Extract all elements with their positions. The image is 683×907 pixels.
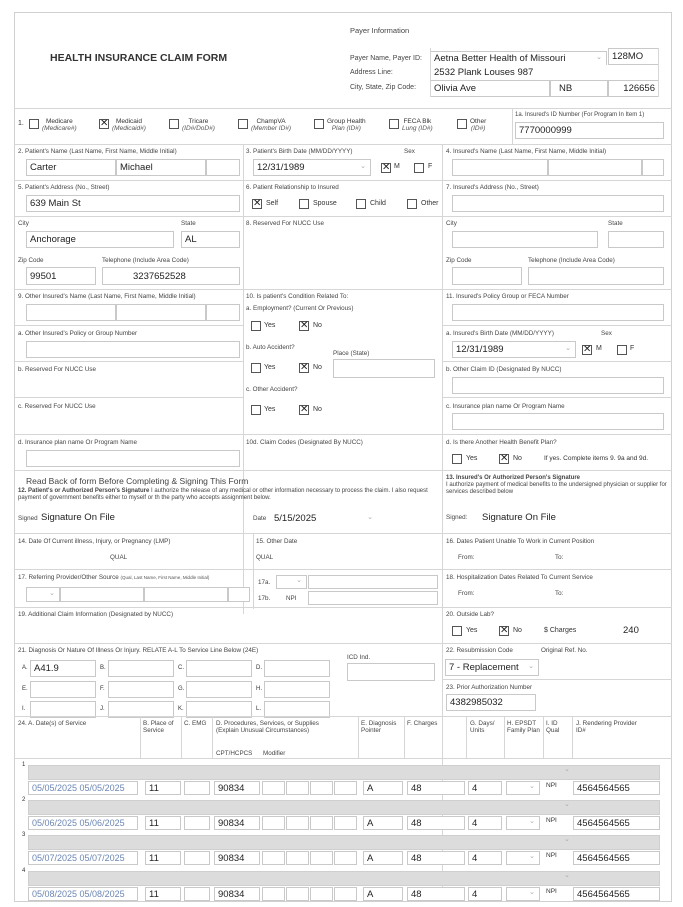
hospitalization-to: To: xyxy=(555,590,564,597)
line-modifier[interactable] xyxy=(262,781,285,795)
insured-id-field[interactable]: 7770000999 xyxy=(515,122,664,139)
payer-address-label: Address Line: xyxy=(350,69,393,76)
col-dates-header: 24. A. Date(s) of Service xyxy=(18,720,87,727)
reserved-nucc-8-label: 8. Reserved For NUCC Use xyxy=(246,220,325,227)
claim-codes-label: 10d. Claim Codes (Designated By NUCC) xyxy=(246,439,363,446)
insurance-plan-9d-label: d. Insurance plan name Or Program Name xyxy=(18,439,137,446)
signature-13-label: 13. Insured's Or Authorized Person's Signature xyxy=(446,475,580,481)
insured-address-label: 7. Insured's Address (No., Street) xyxy=(446,184,539,191)
coverage-checkbox-group-health[interactable] xyxy=(314,119,324,129)
insured-last-name[interactable] xyxy=(452,159,548,176)
line-epsdt[interactable] xyxy=(506,781,540,795)
col-pos-header: B. Place of Service xyxy=(143,720,174,735)
diagnosis-field[interactable] xyxy=(186,660,252,677)
insured-dob-field[interactable] xyxy=(452,341,576,358)
line-pointer[interactable]: A xyxy=(363,816,403,830)
charges-label: $ Charges xyxy=(544,627,577,634)
signature-date-field[interactable] xyxy=(270,510,378,527)
box1-number: 1. xyxy=(18,120,24,127)
box-17a-qual[interactable] xyxy=(276,575,307,589)
line-modifier[interactable] xyxy=(310,851,333,865)
line-pos[interactable]: 11 xyxy=(145,816,181,830)
insured-name-label: 4. Insured's Name (Last Name, First Name, Middle Initial) xyxy=(446,148,607,155)
diagnosis-field[interactable] xyxy=(108,660,174,677)
patient-first-name[interactable]: Michael xyxy=(116,159,206,176)
signature-12-text: I authorize the release of any medical or other information necessary to process the claim. I also request payment of government benefits either to myself or th the party who accepts assignment below. xyxy=(18,488,428,501)
payer-address-field[interactable]: 2532 Plank Louses 987 xyxy=(430,65,659,80)
line-cpt[interactable]: 90834 xyxy=(214,816,260,830)
payer-id-field[interactable]: 128MO xyxy=(608,48,659,65)
referring-qual-select[interactable] xyxy=(26,587,60,602)
coverage-label-sub: (ID#/DoD#) xyxy=(182,125,215,133)
another-plan-no-checkbox[interactable]: ✕ xyxy=(500,453,509,464)
employment-no-label: No xyxy=(313,322,322,329)
line-epsdt[interactable] xyxy=(506,887,540,901)
chevron-down-icon: ⌄ xyxy=(564,836,570,843)
patient-zip-label: Zip Code xyxy=(18,257,44,264)
line-modifier[interactable] xyxy=(262,816,285,830)
line-modifier[interactable] xyxy=(286,781,309,795)
line-pos[interactable]: 11 xyxy=(145,851,181,865)
coverage-label-text: Medicare xyxy=(45,118,73,125)
diagnosis-label: 21. Diagnosis Or Nature Of Illness Or Injury. RELATE A-L To Service Line Below (24E) xyxy=(18,647,259,654)
coverage-checkbox-champva[interactable] xyxy=(238,119,248,129)
sex-m-label: M xyxy=(394,163,400,170)
signature-12-value[interactable]: Signature On File xyxy=(41,512,115,523)
referring-provider-label: 17. Referring Provider/Other Source xyxy=(18,574,119,581)
line-units[interactable]: 4 xyxy=(468,851,502,865)
insured-first-name[interactable] xyxy=(548,159,642,176)
coverage-label-sub: (Medicare#) xyxy=(42,125,77,133)
line-modifier[interactable] xyxy=(310,887,333,901)
relationship-spouse-label: Spouse xyxy=(313,200,337,207)
payer-state-field[interactable]: NB xyxy=(550,80,608,97)
diagnosis-field[interactable]: A41.9 xyxy=(30,660,96,677)
outside-lab-yes-checkbox[interactable] xyxy=(452,626,462,636)
diagnosis-letter: L. xyxy=(256,706,262,712)
patient-tel-field[interactable]: 3237652528 xyxy=(102,267,240,285)
insured-sex-label: Sex xyxy=(601,330,612,337)
line-id-qual: NPI xyxy=(546,782,557,789)
payer-name-select[interactable] xyxy=(430,51,607,66)
patient-address-label: 5. Patient's Address (No., Street) xyxy=(18,184,110,191)
col-modifier-header: Modifier xyxy=(263,750,286,757)
chevron-down-icon: ⌄ xyxy=(529,818,535,825)
auto-no-label: No xyxy=(313,364,322,371)
coverage-label-text: Medicaid xyxy=(115,118,142,125)
icd-ind-field[interactable] xyxy=(347,663,435,681)
insured-sex-m-checkbox[interactable]: ✕ xyxy=(583,344,592,355)
patient-dob-value: 12/31/1989 xyxy=(257,162,305,173)
resubmission-select[interactable] xyxy=(445,659,539,676)
additional-claim-label: 19. Additional Claim Information (Designated by NUCC) xyxy=(18,611,174,618)
patient-city-label: City xyxy=(18,220,29,227)
signature-13-value[interactable]: Signature On File xyxy=(482,512,556,523)
diagnosis-letter: D. xyxy=(256,665,262,671)
diagnosis-letter: E. xyxy=(22,686,28,692)
other-claim-id-field[interactable] xyxy=(452,377,664,394)
outside-lab-yes-label: Yes xyxy=(466,627,478,634)
auto-accident-label: b. Auto Accident? xyxy=(246,344,295,351)
col-charges-header: F. Charges xyxy=(407,720,438,727)
line-number: 3 xyxy=(22,832,26,838)
auto-yes-checkbox[interactable] xyxy=(251,363,261,373)
coverage-label xyxy=(327,118,366,132)
other-date-label: 15. Other Date xyxy=(256,538,298,545)
diagnosis-letter: G. xyxy=(178,686,185,692)
line-id-qual: NPI xyxy=(546,888,557,895)
chevron-down-icon: ⌄ xyxy=(564,872,570,879)
patient-state-label: State xyxy=(181,220,196,227)
box-17a-field[interactable] xyxy=(308,575,438,589)
another-plan-yes-label: Yes xyxy=(466,455,478,462)
coverage-label-text: FECA Blk xyxy=(403,118,432,125)
condition-related-label: 10. Is patient's Condition Related To: xyxy=(246,293,349,300)
coverage-label-sub: Plan (ID#) xyxy=(331,125,361,133)
line-number: 2 xyxy=(22,797,26,803)
birth-date-label: 3. Patient's Birth Date (MM/DD/YYYY) xyxy=(246,148,353,155)
line-units[interactable]: 4 xyxy=(468,781,502,795)
col-cpt-header: CPT/HCPCS xyxy=(216,750,253,757)
line-cpt[interactable]: 90834 xyxy=(214,851,260,865)
date-label: Date xyxy=(253,515,267,522)
resubmission-value: 7 - Replacement xyxy=(449,662,519,673)
line-pointer[interactable]: A xyxy=(363,851,403,865)
place-state-field[interactable] xyxy=(333,359,435,378)
coverage-checkbox-tricare[interactable] xyxy=(169,119,179,129)
other-accident-label: c. Other Accident? xyxy=(246,386,298,393)
insured-zip-label: Zip Code xyxy=(446,257,472,264)
chevron-down-icon: ⌄ xyxy=(529,853,535,860)
signed-label: Signed xyxy=(18,515,38,522)
patient-middle-initial[interactable] xyxy=(206,159,240,176)
form-title: HEALTH INSURANCE CLAIM FORM xyxy=(50,52,228,64)
line-charges[interactable]: 48 xyxy=(407,887,465,901)
coverage-label xyxy=(470,118,486,132)
other-insured-name-label: 9. Other Insured's Name (Last Name, First Name, Middle Initial) xyxy=(18,293,196,300)
box-17b-npi-label: NPI xyxy=(286,595,297,602)
box-17a-label: 17a. xyxy=(258,579,271,586)
line-pos[interactable]: 11 xyxy=(145,887,181,901)
diagnosis-letter: C. xyxy=(178,665,184,671)
diagnosis-letter: A. xyxy=(22,665,28,671)
insured-sex-m-label: M xyxy=(596,345,602,352)
policy-group-field[interactable] xyxy=(452,304,664,321)
line-modifier[interactable] xyxy=(310,816,333,830)
chevron-down-icon: ⌄ xyxy=(564,801,570,808)
payer-name-value: Aetna Better Health of Missouri xyxy=(434,53,566,64)
line-emg[interactable] xyxy=(184,781,210,795)
line-number: 4 xyxy=(22,868,26,874)
col-rendering-header: J. Rendering Provider ID# xyxy=(576,720,637,735)
coverage-label xyxy=(402,118,433,132)
qual-14-label: QUAL xyxy=(110,554,128,561)
diagnosis-field[interactable] xyxy=(186,681,252,698)
patient-street-field[interactable]: 639 Main St xyxy=(26,195,240,212)
insured-sex-f-checkbox[interactable] xyxy=(617,345,627,355)
col-units-header: G. Days/ Units xyxy=(470,720,495,735)
referring-provider-sub: (Qual, Last Name, First Name, Middle Initial) xyxy=(120,575,210,580)
signed-13-label: Signed: xyxy=(446,514,468,521)
relationship-other-checkbox[interactable] xyxy=(407,199,417,209)
employment-label: a. Employment? (Current Or Previous) xyxy=(246,305,354,312)
prior-auth-label: 23. Prior Authorization Number xyxy=(446,684,533,691)
coverage-label-text: Group Health xyxy=(327,118,366,125)
hospitalization-label: 18. Hospitalization Dates Related To Current Service xyxy=(446,574,593,581)
signature-12-label: 12. Patient's or Authorized Person's Signature xyxy=(18,488,150,494)
insured-middle-initial[interactable] xyxy=(642,159,664,176)
coverage-label-text: ChampVA xyxy=(256,118,286,125)
line-rendering-npi[interactable]: 4564564565 xyxy=(573,816,660,830)
line-emg[interactable] xyxy=(184,887,210,901)
col-pointer-header: E. Diagnosis Pointer xyxy=(361,720,397,735)
coverage-label xyxy=(182,118,215,132)
line-emg[interactable] xyxy=(184,816,210,830)
insured-zip-field[interactable] xyxy=(452,267,522,285)
signature-12-block xyxy=(18,488,440,502)
coverage-label-text: Tricare xyxy=(188,118,209,125)
outside-lab-label: 20. Outside Lab? xyxy=(446,611,494,618)
other-accident-no-checkbox[interactable]: ✕ xyxy=(300,404,309,415)
line-units[interactable]: 4 xyxy=(468,887,502,901)
relationship-label: 6. Patient Relationship to Insured xyxy=(246,184,339,191)
line-modifier[interactable] xyxy=(334,816,357,830)
diagnosis-letter: H. xyxy=(256,686,262,692)
other-claim-id-label: b. Other Claim ID (Designated By NUCC) xyxy=(446,366,562,373)
coverage-checkbox-medicare[interactable] xyxy=(29,119,39,129)
chevron-down-icon: ⌄ xyxy=(49,590,55,597)
line-dates[interactable]: 05/05/2025 05/05/2025 xyxy=(28,781,138,795)
line-number: 1 xyxy=(22,762,26,768)
reserved-nucc-9c-label: c. Reserved For NUCC Use xyxy=(18,403,96,410)
other-insured-mi[interactable] xyxy=(206,304,240,321)
current-illness-label: 14. Date Of Current illness, Injury, or Pregnancy (LMP) xyxy=(18,538,171,545)
read-back-text: Read Back of form Before Completing & Signing This Form xyxy=(26,476,249,486)
col-emg-header: C. EMG xyxy=(184,720,207,727)
patient-city-field[interactable]: Anchorage xyxy=(26,231,174,248)
payer-name-label: Payer Name, Payer ID: xyxy=(350,55,422,62)
outside-lab-no-checkbox[interactable]: ✕ xyxy=(500,625,509,636)
insured-state-label: State xyxy=(608,220,623,227)
relationship-child-checkbox[interactable] xyxy=(356,199,366,209)
coverage-label-sub: (Member ID#) xyxy=(251,125,292,133)
resubmission-label: 22. Resubmission Code xyxy=(446,647,513,654)
referring-provider-block xyxy=(18,574,209,581)
line-charges[interactable]: 48 xyxy=(407,851,465,865)
diagnosis-field[interactable] xyxy=(108,681,174,698)
referring-last[interactable] xyxy=(60,587,144,602)
signature-13-text: I authorize payment of medical benefits to the undersigned physician or supplier for services described below xyxy=(446,481,667,495)
relationship-self-checkbox[interactable]: ✕ xyxy=(253,198,262,209)
other-accident-yes-label: Yes xyxy=(264,406,276,413)
diagnosis-letter: J. xyxy=(100,706,105,712)
another-plan-no-label: No xyxy=(513,455,522,462)
chevron-down-icon: ⌄ xyxy=(529,889,535,896)
insured-dob-label: a. Insured's Birth Date (MM/DD/YYYY) xyxy=(446,330,554,337)
col-idqual-header: I. ID Qual xyxy=(546,720,560,735)
line-cpt[interactable]: 90834 xyxy=(214,887,260,901)
insured-tel-field[interactable] xyxy=(528,267,664,285)
line-charges[interactable]: 48 xyxy=(407,781,465,795)
coverage-checkbox-feca-blk[interactable] xyxy=(389,119,399,129)
diagnosis-letter: B. xyxy=(100,665,106,671)
coverage-label xyxy=(42,118,77,132)
coverage-label-sub: (ID#) xyxy=(470,125,486,133)
insured-dob-value: 12/31/1989 xyxy=(456,344,504,355)
place-state-label: Place (State) xyxy=(333,350,370,357)
patient-name-label: 2. Patient's Name (Last Name, First Name, Middle Initial) xyxy=(18,148,177,155)
coverage-checkbox-other[interactable] xyxy=(457,119,467,129)
policy-group-label: 11. Insured's Policy Group or FECA Number xyxy=(446,293,569,300)
box-17b-label: 17b. xyxy=(258,595,271,602)
line-modifier[interactable] xyxy=(286,816,309,830)
diagnosis-field[interactable] xyxy=(264,681,330,698)
employment-yes-label: Yes xyxy=(264,322,276,329)
diagnosis-field[interactable] xyxy=(264,660,330,677)
coverage-label xyxy=(112,118,146,132)
line-id-qual: NPI xyxy=(546,817,557,824)
patient-tel-label: Telephone (Include Area Code) xyxy=(102,257,189,264)
line-modifier[interactable] xyxy=(286,887,309,901)
line-pointer[interactable]: A xyxy=(363,887,403,901)
col-epsdt-header: H. EPSDT Family Plan xyxy=(507,720,540,735)
insured-sex-f-label: F xyxy=(630,345,635,352)
auto-yes-label: Yes xyxy=(264,364,276,371)
col-procedures-header: D. Procedures, Services, or Supplies (Explain Unusual Circumstances) xyxy=(216,720,319,735)
other-policy-field[interactable] xyxy=(26,341,240,358)
insured-state-field[interactable] xyxy=(608,231,664,248)
line-modifier[interactable] xyxy=(334,851,357,865)
hospitalization-from: From: xyxy=(458,590,475,597)
other-policy-label: a. Other Insured's Policy or Group Number xyxy=(18,330,138,337)
line-dates[interactable]: 05/06/2025 05/06/2025 xyxy=(28,816,138,830)
chevron-down-icon: ⌄ xyxy=(565,345,571,352)
other-insured-last[interactable] xyxy=(26,304,116,321)
chevron-down-icon: ⌄ xyxy=(529,783,535,790)
line-rendering-npi[interactable]: 4564564565 xyxy=(573,887,660,901)
patient-zip-field[interactable]: 99501 xyxy=(26,267,96,285)
other-accident-yes-checkbox[interactable] xyxy=(251,405,261,415)
coverage-checkbox-medicaid[interactable]: ✕ xyxy=(100,118,109,129)
line-emg[interactable] xyxy=(184,851,210,865)
reserved-nucc-9b-label: b. Reserved For NUCC Use xyxy=(18,366,97,373)
coverage-label-sub: (Medicaid#) xyxy=(112,125,146,133)
payer-heading: Payer Information xyxy=(350,26,410,35)
relationship-other-label: Other xyxy=(421,200,439,207)
coverage-label-sub: Lung (ID#) xyxy=(402,125,433,133)
line-dates[interactable]: 05/08/2025 05/08/2025 xyxy=(28,887,138,901)
insured-street-field[interactable] xyxy=(452,195,664,212)
unable-work-from: From: xyxy=(458,554,475,561)
insured-city-label: City xyxy=(446,220,457,227)
charges-value[interactable]: 240 xyxy=(623,625,639,636)
line-epsdt[interactable] xyxy=(506,851,540,865)
referring-first[interactable] xyxy=(144,587,228,602)
patient-state-field[interactable]: AL xyxy=(181,231,240,248)
chevron-down-icon: ⌄ xyxy=(367,514,373,521)
sex-label: Sex xyxy=(404,148,415,155)
chevron-down-icon: ⌄ xyxy=(596,54,602,61)
coverage-label xyxy=(251,118,291,132)
line-modifier[interactable] xyxy=(262,887,285,901)
line-modifier[interactable] xyxy=(262,851,285,865)
line-modifier[interactable] xyxy=(334,887,357,901)
line-pointer[interactable]: A xyxy=(363,781,403,795)
auto-no-checkbox[interactable]: ✕ xyxy=(300,362,309,373)
diagnosis-letter: K. xyxy=(178,706,184,712)
payer-zip-field[interactable]: 126656 xyxy=(608,80,659,97)
chevron-down-icon: ⌄ xyxy=(528,663,534,670)
unable-work-to: To: xyxy=(555,554,564,561)
chevron-down-icon: ⌄ xyxy=(360,163,366,170)
insurance-plan-11c-field[interactable] xyxy=(452,413,664,430)
payer-csz-label: City, State, Zip Code: xyxy=(350,84,417,91)
line-dates[interactable]: 05/07/2025 05/07/2025 xyxy=(28,851,138,865)
chevron-down-icon: ⌄ xyxy=(296,577,302,584)
insured-city-field[interactable] xyxy=(452,231,598,248)
sex-f-checkbox[interactable] xyxy=(414,163,424,173)
relationship-self-label: Self xyxy=(266,200,279,207)
line-pos[interactable]: 11 xyxy=(145,781,181,795)
relationship-child-label: Child xyxy=(370,200,386,207)
insurance-plan-9d-field[interactable] xyxy=(26,450,240,467)
sex-f-label: F xyxy=(428,163,433,170)
line-cpt[interactable]: 90834 xyxy=(214,781,260,795)
line-rendering-npi[interactable]: 4564564565 xyxy=(573,781,660,795)
outside-lab-no-label: No xyxy=(513,627,522,634)
relationship-spouse-checkbox[interactable] xyxy=(299,199,309,209)
box-17b-field[interactable] xyxy=(308,591,438,605)
patient-last-name[interactable]: Carter xyxy=(26,159,116,176)
insurance-plan-11c-label: c. Insurance plan name Or Program Name xyxy=(446,403,565,410)
line-epsdt[interactable] xyxy=(506,816,540,830)
another-plan-note: If yes. Complete items 9. 9a and 9d. xyxy=(544,455,649,462)
unable-work-label: 16. Dates Patient Unable To Work in Current Position xyxy=(446,538,595,545)
qual-15-label: QUAL xyxy=(256,554,274,561)
line-modifier[interactable] xyxy=(286,851,309,865)
original-ref-label: Original Ref. No. xyxy=(541,647,588,654)
line-modifier[interactable] xyxy=(310,781,333,795)
another-plan-yes-checkbox[interactable] xyxy=(452,454,462,464)
insured-id-label: 1a. Insured's ID Number (For Program In Item 1) xyxy=(515,112,645,118)
prior-auth-field[interactable]: 4382985032 xyxy=(446,694,536,711)
diagnosis-field[interactable] xyxy=(30,681,96,698)
line-rendering-npi[interactable]: 4564564565 xyxy=(573,851,660,865)
icd-ind-label: ICD Ind. xyxy=(347,654,371,661)
line-charges[interactable]: 48 xyxy=(407,816,465,830)
payer-city-field[interactable]: Olivia Ave xyxy=(430,80,550,97)
other-insured-first[interactable] xyxy=(116,304,206,321)
another-plan-label: d. Is there Another Health Benefit Plan? xyxy=(446,439,557,446)
line-id-qual: NPI xyxy=(546,852,557,859)
signature-date-value: 5/15/2025 xyxy=(274,513,317,524)
chevron-down-icon: ⌄ xyxy=(564,766,570,773)
patient-dob-field[interactable] xyxy=(253,159,371,176)
employment-yes-checkbox[interactable] xyxy=(251,321,261,331)
diagnosis-letter: F. xyxy=(100,686,105,692)
diagnosis-letter: I. xyxy=(22,706,26,712)
insured-tel-label: Telephone (Include Area Code) xyxy=(528,257,615,264)
sex-m-checkbox[interactable]: ✕ xyxy=(382,162,391,173)
referring-mi[interactable] xyxy=(228,587,250,602)
coverage-label-text: Other xyxy=(470,118,487,125)
employment-no-checkbox[interactable]: ✕ xyxy=(300,320,309,331)
line-modifier[interactable] xyxy=(334,781,357,795)
line-units[interactable]: 4 xyxy=(468,816,502,830)
signature-13-block xyxy=(446,475,670,496)
other-accident-no-label: No xyxy=(313,406,322,413)
